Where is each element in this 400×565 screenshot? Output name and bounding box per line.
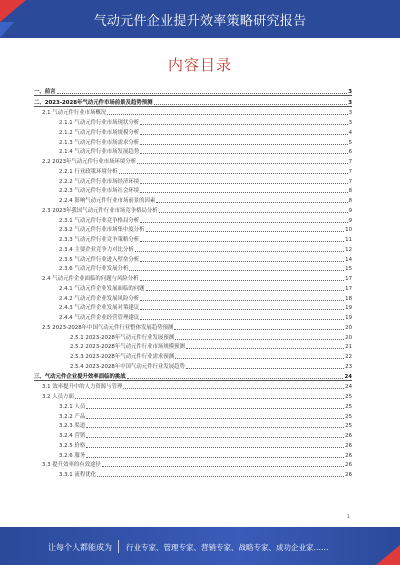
toc-leader-dots (186, 368, 344, 369)
toc-entry[interactable] (34, 165, 352, 175)
toc-entry-page: 15 (345, 266, 352, 273)
toc-entry-label: 3.2.2 产品 (59, 413, 86, 420)
toc-entry[interactable] (34, 292, 352, 302)
toc-entry[interactable] (34, 96, 352, 107)
page-number: 1 (346, 514, 350, 520)
toc-leader-dots (146, 231, 345, 232)
toc-entry-page: 17 (345, 276, 352, 282)
toc-entry[interactable] (34, 272, 352, 282)
toc-leader-dots (86, 408, 344, 409)
toc-entry-page: 4 (348, 129, 352, 136)
toc-entry-label: 2.3.5 气动元件行业进入壁垒分析 (59, 256, 140, 263)
toc-entry-label: 2.1.4 气动元件行业市场发展趋势 (59, 149, 140, 156)
toc-leader-dots (175, 339, 344, 340)
footer-slogan-left: 让每个人都能成为 (48, 543, 112, 552)
toc-entry-page: 26 (345, 442, 352, 449)
toc-leader-dots (123, 388, 344, 389)
toc-leader-dots (97, 476, 344, 477)
toc-entry[interactable] (34, 204, 352, 214)
toc-entry-page: 9 (348, 207, 352, 214)
toc-leader-dots (140, 241, 344, 242)
toc-entry-page: 8 (348, 198, 352, 204)
toc-entry-page: 12 (345, 246, 352, 253)
toc-entry-label: 2.2.2 气动元件行业市场经济环境 (59, 178, 140, 185)
toc-entry-page: 25 (345, 423, 352, 430)
toc-entry-page: 25 (345, 394, 352, 400)
toc-entry-page: 23 (345, 363, 352, 370)
toc-leader-dots (140, 124, 347, 125)
toc-leader-dots (86, 437, 344, 438)
toc-entry[interactable] (34, 155, 352, 165)
toc-entry-label: 2.4.2 气动元件企业发展风险分析 (59, 295, 140, 302)
toc-entry[interactable] (34, 370, 352, 381)
toc-entry-page: 7 (348, 168, 352, 175)
toc-leader-dots (107, 114, 347, 115)
toc-entry-label: 2.1 气动元件行业市场概况 (42, 110, 107, 117)
toc-entry[interactable] (34, 420, 352, 430)
toc-entry[interactable] (34, 243, 352, 253)
toc-entry-page: 7 (348, 178, 352, 185)
toc-leader-dots (75, 398, 344, 399)
toc-leader-dots (129, 270, 344, 271)
toc-entry-page: 3 (348, 88, 352, 95)
report-header-banner (0, 0, 400, 38)
table-of-contents (34, 85, 352, 478)
toc-entry[interactable] (34, 85, 352, 96)
toc-leader-dots (86, 418, 344, 419)
toc-entry-page: 10 (345, 227, 352, 234)
toc-leader-dots (102, 466, 344, 467)
toc-entry-label: 3.2.1 人员 (59, 403, 86, 410)
toc-entry[interactable] (34, 185, 352, 195)
toc-entry-page: 18 (345, 295, 352, 302)
toc-entry[interactable] (34, 136, 352, 146)
toc-entry-page: 26 (345, 433, 352, 439)
toc-leader-dots (86, 457, 344, 458)
toc-entry-label: 2.1.2 气动元件行业市场规模分析 (59, 129, 140, 136)
toc-leader-dots (146, 290, 345, 291)
toc-leader-dots (175, 358, 344, 359)
toc-entry[interactable] (34, 214, 352, 224)
toc-entry[interactable] (34, 381, 352, 391)
toc-heading: 内容目录 (167, 56, 232, 74)
toc-entry[interactable] (34, 468, 352, 478)
toc-entry-label: 2.5.3 2023-2028年气动元件行业需求预测 (70, 354, 175, 360)
toc-leader-dots (127, 378, 344, 379)
toc-entry-label: 2.5 2023-2028年中国气动元件行业整体发展趋势预测 (42, 324, 174, 331)
toc-leader-dots (119, 173, 348, 174)
report-title: 气动元件企业提升效率策略研究报告 (93, 14, 307, 29)
toc-leader-dots (140, 309, 344, 310)
toc-entry[interactable] (34, 449, 352, 459)
toc-entry-label: 2.4.1 气动元件企业发展面临的问题 (59, 285, 145, 292)
toc-entry-label: 2.4.4 气动元件企业经营管理建议 (59, 315, 140, 321)
toc-leader-dots (140, 319, 344, 320)
toc-entry-page: 14 (345, 256, 352, 263)
toc-leader-dots (140, 183, 347, 184)
toc-entry-label: 3.2.3 渠道 (59, 423, 86, 430)
toc-entry-page: 3 (348, 99, 352, 106)
toc-leader-dots (140, 192, 347, 193)
footer-slogan-right: 行业专家、管理专家、营销专家、战略专家、成功企业家…… (126, 543, 329, 552)
toc-leader-dots (140, 222, 347, 223)
toc-leader-dots (57, 93, 348, 94)
toc-entry-label: 二、2023-2028年气动元件市场前景及趋势预测 (34, 99, 153, 106)
toc-entry[interactable] (34, 116, 352, 126)
toc-entry[interactable] (34, 429, 352, 439)
toc-entry-page: 8 (348, 188, 352, 195)
toc-entry-page: 17 (345, 285, 352, 292)
toc-entry-label: 2.1.1 气动元件行业市场现状分析 (59, 120, 140, 126)
toc-entry-label: 2.3.1 气动元件行业竞争格局分析 (59, 217, 140, 224)
toc-entry-label: 2.4 气动元件企业面临的问题与风险分析 (42, 276, 139, 282)
footer-divider (118, 540, 119, 553)
toc-entry-label: 2.2.4 影响气动元件行业市场前景的因素 (59, 198, 156, 204)
toc-leader-dots (140, 153, 347, 154)
toc-entry[interactable] (34, 410, 352, 420)
toc-entry-page: 9 (348, 217, 352, 224)
toc-entry[interactable] (34, 350, 352, 360)
toc-leader-dots (154, 104, 348, 105)
toc-entry-label: 3.2.6 服务 (59, 452, 86, 459)
toc-entry[interactable] (34, 175, 352, 185)
toc-entry-label: 2.3.3 气动元件行业竞争策略分析 (59, 237, 140, 243)
toc-leader-dots (140, 280, 345, 281)
toc-entry-label: 3.2.4 营销 (59, 433, 86, 439)
toc-entry-page: 3 (348, 110, 352, 117)
toc-entry-page: 20 (345, 324, 352, 331)
toc-entry[interactable] (34, 253, 352, 263)
toc-entry-page: 11 (345, 237, 352, 243)
toc-entry-label: 2.5.2 2023-2028年气动元件行业市场规模预测 (70, 344, 185, 351)
report-footer-banner (0, 527, 400, 565)
toc-entry[interactable] (34, 107, 352, 117)
toc-leader-dots (86, 427, 344, 428)
toc-entry[interactable] (34, 302, 352, 312)
toc-entry-page: 25 (345, 403, 352, 410)
toc-leader-dots (186, 348, 344, 349)
toc-leader-dots (140, 134, 347, 135)
toc-entry-label: 3.2.5 价格 (59, 442, 86, 449)
toc-entry-label: 3.3.1 流程优化 (59, 472, 96, 478)
toc-entry[interactable] (34, 233, 352, 243)
toc-entry-label: 3.3 提升效率的有效途径 (42, 462, 101, 469)
toc-entry-label: 2.3.2 气动元件行业市场集中度分析 (59, 227, 145, 234)
toc-leader-dots (137, 163, 347, 164)
toc-entry-page: 19 (345, 315, 352, 321)
toc-entry-page: 6 (348, 149, 352, 156)
toc-entry-label: 2.2 2023年气动元件行业市场环境分析 (42, 159, 137, 165)
toc-entry[interactable] (34, 321, 352, 331)
toc-entry[interactable] (34, 390, 352, 400)
toc-leader-dots (174, 329, 344, 330)
toc-entry-page: 24 (344, 373, 352, 380)
toc-entry-page: 19 (345, 305, 352, 312)
toc-entry[interactable] (34, 126, 352, 136)
toc-entry-label: 2.5.4 2023-2028年中国气动元件行业发展趋势 (70, 363, 185, 370)
toc-entry[interactable] (34, 439, 352, 449)
toc-entry[interactable] (34, 311, 352, 321)
toc-entry-page: 22 (345, 354, 352, 360)
toc-entry[interactable] (34, 282, 352, 292)
toc-leader-dots (140, 300, 344, 301)
toc-entry-label: 2.2.3 气动元件行业市场社会环境 (59, 188, 140, 195)
toc-leader-dots (140, 144, 347, 145)
toc-entry-page: 24 (345, 384, 352, 391)
toc-entry[interactable] (34, 341, 352, 351)
toc-entry-label: 2.4.3 气动元件企业发展对策建议 (59, 305, 140, 312)
toc-entry-label: 3.2 人员方面 (42, 394, 74, 400)
toc-entry-label: 2.3.6 气动元件行业发展分析 (59, 266, 129, 273)
toc-entry-page: 26 (345, 452, 352, 459)
toc-entry-label: 三、气动元件企业提升效率面临的挑战 (34, 373, 126, 380)
toc-entry-page: 25 (345, 413, 352, 420)
toc-entry-page: 20 (345, 334, 352, 341)
toc-entry-label: 2.2.1 行业政策环境分析 (59, 168, 118, 175)
toc-entry-page: 26 (345, 472, 352, 478)
toc-entry-page: 5 (348, 139, 352, 146)
toc-entry[interactable] (34, 331, 352, 341)
toc-entry-page: 21 (345, 344, 352, 351)
toc-leader-dots (86, 447, 344, 448)
toc-leader-dots (140, 261, 344, 262)
footer-red-accent (376, 545, 400, 565)
toc-entry-page: 7 (348, 159, 352, 165)
toc-entry[interactable] (34, 194, 352, 204)
toc-entry[interactable] (34, 224, 352, 234)
toc-entry-label: 3.1 效率提升中的人力资源与管理 (42, 384, 123, 391)
toc-leader-dots (159, 212, 348, 213)
toc-leader-dots (156, 202, 347, 203)
toc-entry[interactable] (34, 360, 352, 370)
toc-entry[interactable] (34, 459, 352, 469)
toc-entry-label: 一、前言 (34, 88, 56, 95)
toc-entry-page: 3 (348, 120, 352, 126)
toc-entry-label: 2.1.3 气动元件行业市场需求分析 (59, 139, 140, 146)
toc-entry-label: 2.3 2023年我国气动元件行业市场竞争格局分析 (42, 207, 158, 214)
toc-leader-dots (135, 251, 344, 252)
toc-entry-label: 2.3.4 主要企业竞争力对比分析 (59, 246, 134, 253)
toc-entry-label: 2.5.1 2023-2028年气动元件行业发展预测 (70, 334, 175, 341)
toc-entry[interactable] (34, 400, 352, 410)
toc-entry[interactable] (34, 263, 352, 273)
toc-entry[interactable] (34, 146, 352, 156)
toc-entry-page: 26 (345, 462, 352, 469)
